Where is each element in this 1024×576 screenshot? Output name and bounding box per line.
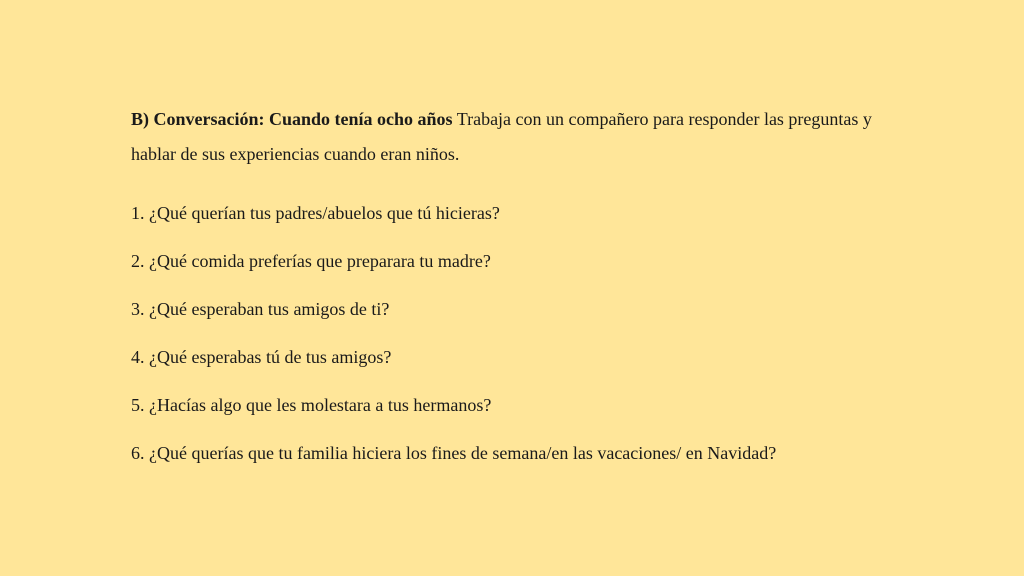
question-item-4: 4. ¿Qué esperabas tú de tus amigos? xyxy=(131,347,392,367)
question-item-3: 3. ¿Qué esperaban tus amigos de ti? xyxy=(131,299,390,319)
activity-instructions: Trabaja con un compañero para responder las preguntas y hablar de sus experiencias cuando eran niños. xyxy=(131,109,872,164)
question-item-1: 1. ¿Qué querían tus padres/abuelos que tú hicieras? xyxy=(131,203,500,223)
question-list xyxy=(131,196,931,484)
question-item-6: 6. ¿Qué querías que tu familia hiciera los fines de semana/en las vacaciones/ en Navidad? xyxy=(131,443,777,463)
intro-paragraph xyxy=(131,102,891,172)
activity-heading: B) Conversación: Cuando tenía ocho años xyxy=(131,109,453,129)
question-item-2: 2. ¿Qué comida preferías que preparara tu madre? xyxy=(131,251,491,271)
question-item-5: 5. ¿Hacías algo que les molestara a tus hermanos? xyxy=(131,395,492,415)
